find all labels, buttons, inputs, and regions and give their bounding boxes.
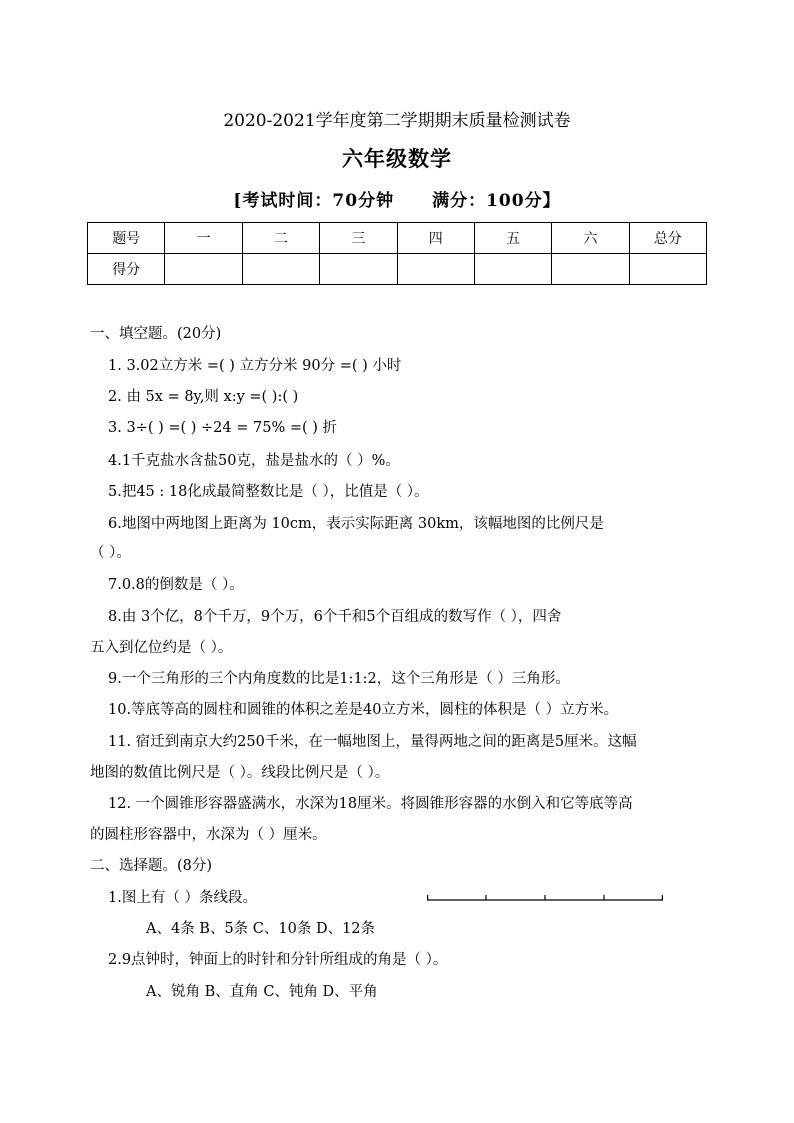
exam-full-score: 满分：100分】 xyxy=(432,191,561,211)
score-table xyxy=(87,222,707,285)
question-1-12-line1: 12. 一个圆锥形容器盛满水，水深为18厘米。将圆锥形容器的水倒入和它等底等高 xyxy=(108,796,633,812)
question-1-8-line2: 五入到亿位约是（ ）。 xyxy=(90,640,233,656)
question-1-11-line1: 11. 宿迁到南京大约250千米，在一幅地图上，量得两地之间的距离是5厘米。这幅 xyxy=(108,734,637,750)
question-1-9: 9.一个三角形的三个内角度数的比是1:1:2，这个三角形是（ ）三角形。 xyxy=(108,671,570,687)
question-1-6-line2: （ ）。 xyxy=(90,545,131,561)
score-table-cell: 一 xyxy=(165,223,242,254)
question-1-1: 1. 3.02立方米 =( ) 立方分米 90分 =( ) 小时 xyxy=(108,358,402,374)
question-2-1-options: A、4条 B、5条 C、10条 D、12条 xyxy=(146,921,376,937)
question-1-8-line1: 8.由 3个亿，8个千万，9个万，6个千和5个百组成的数写作（ ），四舍 xyxy=(108,609,562,625)
question-2-2: 2.9点钟时，钟面上的时针和分针所组成的角是（ ）。 xyxy=(108,952,448,968)
score-table-cell: 二 xyxy=(242,223,319,254)
score-input-cell[interactable] xyxy=(320,254,397,285)
score-table-score-row xyxy=(88,254,707,285)
score-input-cell[interactable] xyxy=(165,254,242,285)
question-1-10: 10.等底等高的圆柱和圆锥的体积之差是40立方米，圆柱的体积是（ ）立方米。 xyxy=(108,702,619,718)
score-table-header-row xyxy=(88,223,707,254)
question-1-2: 2. 由 5x = 8y,则 x:y =( ):( ) xyxy=(108,389,299,405)
question-1-7: 7.0.8的倒数是（ ）。 xyxy=(108,577,244,593)
question-1-11-line2: 地图的数值比例尺是（ ）。线段比例尺是（ ）。 xyxy=(90,765,390,781)
question-1-6-line1: 6.地图中两地图上距离为 10cm，表示实际距离 30km，该幅地图的比例尺是 xyxy=(108,516,604,532)
score-table-cell: 六 xyxy=(552,223,629,254)
question-1-4: 4.1千克盐水含盐50克，盐是盐水的（ ）%。 xyxy=(108,453,400,469)
score-table-cell: 得分 xyxy=(88,254,165,285)
score-input-cell[interactable] xyxy=(397,254,474,285)
question-2-2-options: A、锐角 B、直角 C、钝角 D、平角 xyxy=(146,984,378,1000)
exam-subtitle: 六年级数学 xyxy=(342,146,452,171)
question-1-3: 3. 3÷( ) =( ) ÷24 = 75% =( ) 折 xyxy=(108,420,338,436)
exam-time: [考试时间：70分钟 xyxy=(233,191,395,211)
section2-title: 二、选择题。(8分) xyxy=(90,858,213,874)
score-input-cell[interactable] xyxy=(474,254,551,285)
score-table-cell: 题号 xyxy=(88,223,165,254)
score-table-cell: 四 xyxy=(397,223,474,254)
score-table-cell: 三 xyxy=(320,223,397,254)
score-input-cell[interactable] xyxy=(242,254,319,285)
score-input-cell[interactable] xyxy=(552,254,629,285)
question-2-1: 1.图上有（ ）条线段。 xyxy=(108,890,257,906)
question-1-5: 5.把45 : 18化成最简整数比是（ ），比值是（ ）。 xyxy=(108,484,429,500)
score-input-cell[interactable] xyxy=(629,254,706,285)
question-1-12-line2: 的圆柱形容器中，水深为（ ）厘米。 xyxy=(90,827,327,843)
line-segment-figure xyxy=(427,895,663,901)
score-table-cell: 总分 xyxy=(629,223,706,254)
score-table-cell: 五 xyxy=(474,223,551,254)
exam-title: 2020-2021学年度第二学期期末质量检测试卷 xyxy=(223,111,571,131)
section1-title: 一、填空题。(20分) xyxy=(90,326,222,342)
exam-info xyxy=(0,186,794,211)
